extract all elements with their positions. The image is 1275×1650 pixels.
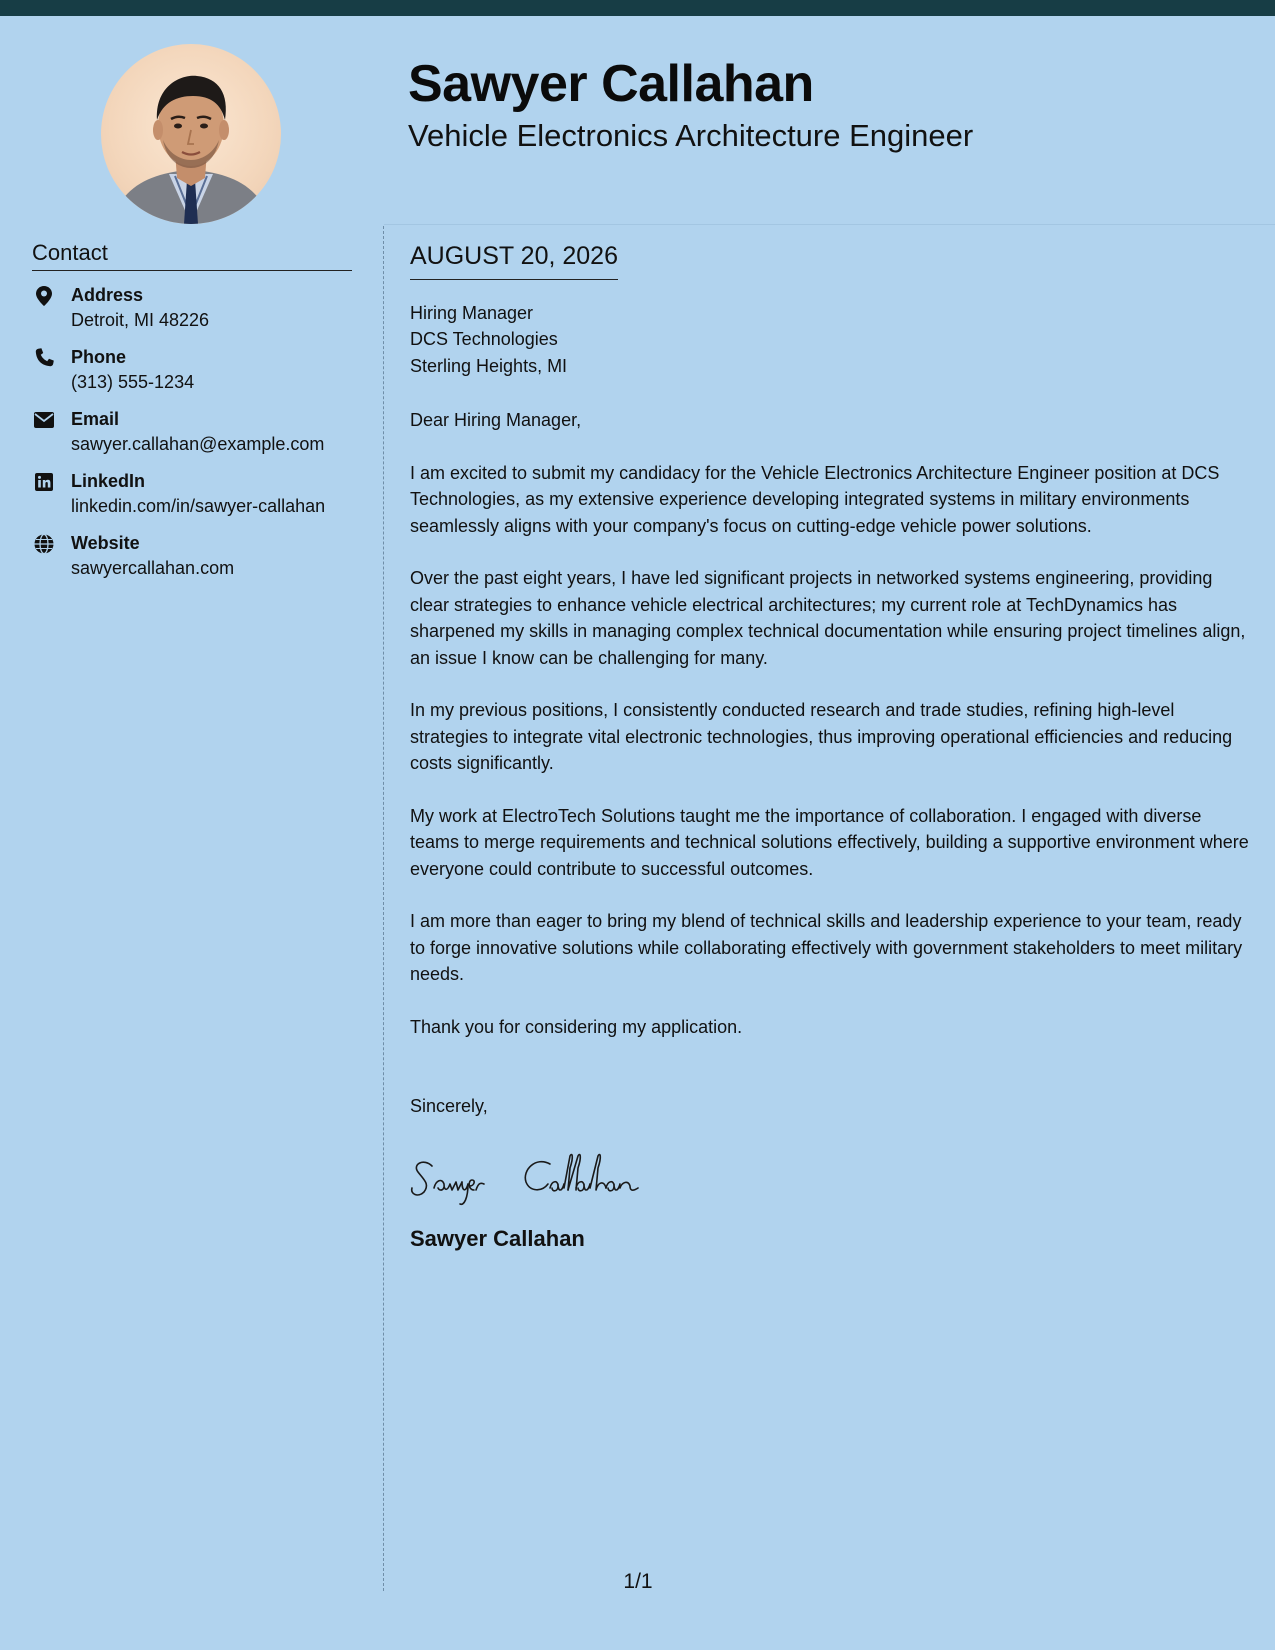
contact-item-website [32, 531, 352, 581]
contact-sidebar [32, 240, 352, 593]
contact-label: Email [71, 409, 120, 429]
linkedin-icon [34, 472, 54, 492]
contact-value: sawyercallahan.com [71, 558, 235, 578]
closing: Sincerely, [410, 1096, 488, 1116]
envelope-icon [34, 410, 54, 430]
letter-body [410, 240, 1250, 1252]
recipient-line: Hiring Manager [410, 302, 534, 323]
profile-photo [101, 44, 281, 224]
recipient-line: Sterling Heights, MI [410, 355, 568, 376]
globe-icon [34, 534, 54, 554]
contact-value: Detroit, MI 48226 [71, 310, 210, 330]
map-pin-icon [34, 286, 54, 306]
top-accent-bar [0, 0, 1275, 16]
letter-paragraph: I am excited to submit my candidacy for the Vehicle Electronics Architecture Engineer position at DCS Technologies, as my extensive experience developing integrated systems in military environments seamlessly aligns with your company's focus on cutting-edge vehicle power solutions. [410, 462, 1220, 536]
contact-label: Phone [71, 347, 127, 367]
letter-paragraph: I am more than eager to bring my blend of technical skills and leadership experience to your team, ready to forge innovative solutions while collaborating effectively with government stakeholders to meet military needs. [410, 911, 1243, 984]
contact-item-phone [32, 345, 352, 395]
contact-heading: Contact [32, 240, 352, 271]
contact-value: linkedin.com/in/sawyer-callahan [71, 496, 326, 516]
contact-label: Address [71, 285, 144, 305]
column-divider [383, 226, 384, 1591]
candidate-name: Sawyer Callahan [408, 55, 814, 113]
letter-paragraph: In my previous positions, I consistently conducted research and trade studies, refining high-level strategies to integrate vital electronic technologies, thus improving operational efficiencies and reducing costs significantly. [410, 700, 1233, 773]
contact-list [32, 283, 352, 581]
contact-item-linkedin [32, 469, 352, 519]
signer-name: Sawyer Callahan [410, 1225, 585, 1251]
page-header [0, 16, 1275, 224]
letter-date: AUGUST 20, 2026 [410, 240, 618, 280]
letter-paragraph: Thank you for considering my application. [410, 1016, 743, 1037]
signature-image [410, 1148, 680, 1208]
recipient-line: DCS Technologies [410, 329, 558, 349]
salutation: Dear Hiring Manager, [410, 410, 582, 430]
contact-item-email [32, 407, 352, 457]
contact-label: Website [71, 533, 140, 553]
avatar [101, 44, 281, 224]
contact-value: sawyer.callahan@example.com [71, 434, 325, 454]
recipient-block [410, 300, 1250, 380]
contact-item-address [32, 283, 352, 333]
header-divider [384, 224, 1275, 225]
handwritten-signature [410, 1148, 1250, 1208]
letter-paragraph: My work at ElectroTech Solutions taught me the importance of collaboration. I engaged with diverse teams to merge requirements and technical solutions effectively, building a supportive environment where everyone could contribute to successful outcomes. [410, 805, 1249, 879]
letter-paragraph: Over the past eight years, I have led significant projects in networked systems engineering, providing clear strategies to enhance vehicle electrical architectures; my current role at TechDynamics has sharpened my skills in managing complex technical documentation while ensuring project timelines align, an issue I know can be challenging for many. [410, 568, 1246, 668]
page-number: 1/1 [623, 1570, 653, 1593]
phone-icon [34, 348, 54, 368]
contact-label: LinkedIn [71, 471, 146, 491]
contact-value: (313) 555-1234 [71, 372, 195, 392]
job-title: Vehicle Electronics Architecture Engineer [408, 118, 974, 153]
